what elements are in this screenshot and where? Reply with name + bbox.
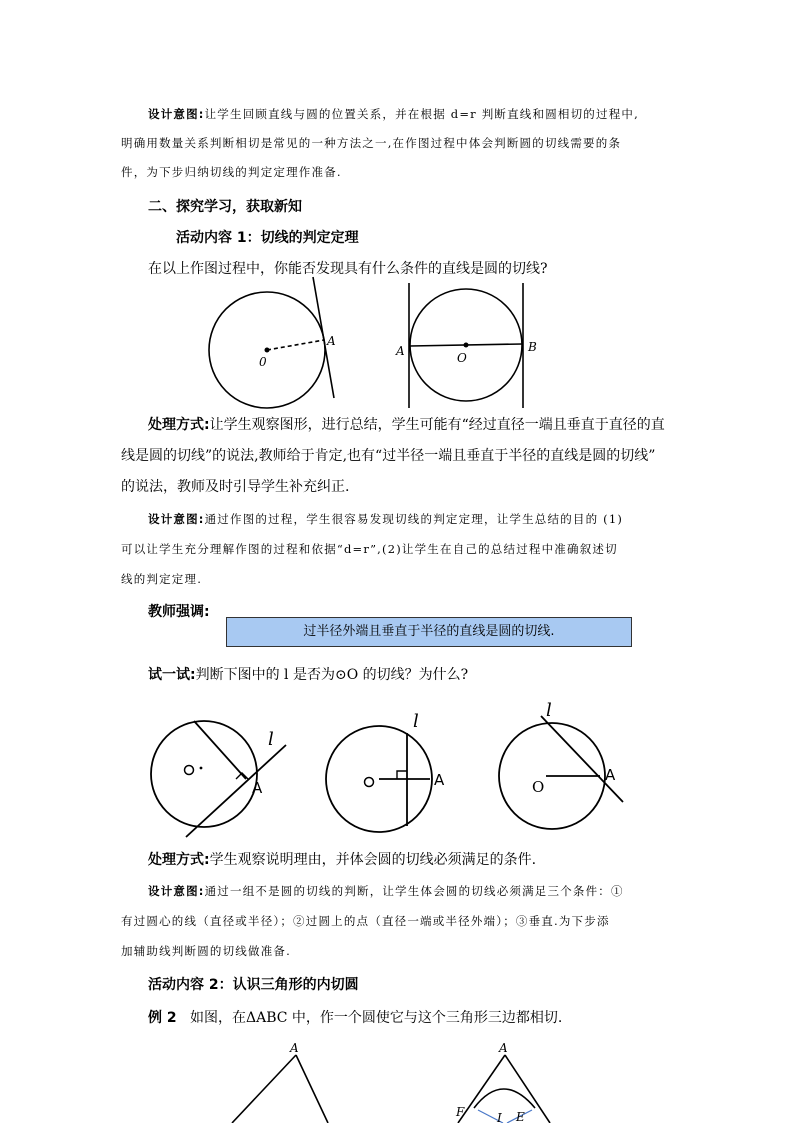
design2-line3: 线的判定定理.: [121, 572, 203, 586]
method1-line3: 的说法，教师及时引导学生补充纠正.: [121, 479, 350, 495]
figure2-c-l-label: l: [546, 700, 552, 721]
figure3-right-e-label: E: [516, 1110, 525, 1123]
figure2-a: [151, 721, 286, 837]
design3-label: 设计意图:: [148, 884, 205, 898]
figure1-left-center-label: 0: [259, 355, 267, 369]
figure3-right-incircle: [474, 1089, 535, 1108]
example2-label: 例 2: [148, 1010, 177, 1026]
figure3-left-side-ac: [296, 1055, 328, 1123]
design3-line2: 有过圆心的线（直径或半径）；②过圆上的点（直径一端或半径外端）；③垂直.为下步添: [121, 914, 610, 928]
figure2-c-o-label: O: [532, 778, 545, 796]
method1-text-1: 让学生观察图形，进行总结，学生可能有“经过直径一端且垂直于直径的直: [209, 417, 665, 433]
figure1-left: [209, 277, 334, 408]
design1-text-1: 让学生回顾直线与圆的位置关系，并在根据 d=r 判断直线和圆相切的过程中,: [204, 107, 639, 121]
figure2-a-center-dot: [200, 767, 203, 770]
design2-label: 设计意图:: [148, 512, 205, 526]
figure2-a-l-label: l: [268, 729, 274, 750]
design1-line3: 件，为下步归纳切线的判定定理作准备.: [121, 165, 342, 179]
figure1-right-o-label: O: [457, 351, 467, 365]
design3-line3: 加辅助线判断圆的切线做准备.: [121, 944, 291, 958]
figure3-left: [232, 1055, 328, 1123]
teacher-label: 教师强调:: [148, 604, 210, 620]
figure3-right: [458, 1055, 550, 1123]
figure1-left-center: [265, 348, 270, 353]
figure3-right-a-label: A: [499, 1041, 508, 1055]
method2-label: 处理方式:: [148, 852, 210, 868]
figure2-c-line: [541, 716, 623, 802]
design2-line2: 可以让学生充分理解作图的过程和依据“d=r”,(2)让学生在自己的总结过程中准确叙述切: [121, 542, 618, 556]
figure2-a-right-angle: [236, 773, 249, 780]
try-label: 试一试:: [148, 667, 196, 683]
figure2-a-a-label: A: [252, 779, 263, 797]
try-text: 判断下图中的 l 是否为⊙O 的切线？为什么?: [195, 667, 469, 683]
emphasis-box: 过半径外端且垂直于半径的直线是圆的切线.: [226, 617, 632, 647]
figure1-right-a-label: A: [396, 344, 405, 358]
figure1-right-b-label: B: [528, 340, 537, 354]
design3-text-1: 通过一组不是圆的切线的判断，让学生体会圆的切线必须满足三个条件：①: [204, 884, 624, 898]
activity1-question: 在以上作图过程中，你能否发现具有什么条件的直线是圆的切线?: [148, 261, 548, 277]
figure2-a-center-mark: [185, 766, 194, 775]
figure3-right-f-label: F: [456, 1105, 465, 1119]
figure3-left-a-label: A: [290, 1041, 299, 1055]
activity2-title: 活动内容 2：认识三角形的内切圆: [148, 977, 359, 993]
figure2-b-right-angle: [397, 771, 407, 779]
figure2-a-segment: [194, 721, 246, 779]
figure2-b-l-label: l: [413, 711, 419, 732]
section-title: 二、探究学习，获取新知: [148, 199, 302, 215]
figure2-b-center-mark: [365, 778, 374, 787]
figure3-left-side-ab: [232, 1055, 296, 1123]
figure2-a-line: [186, 745, 286, 837]
figure1-right-center: [464, 343, 469, 348]
figure1-left-point-label: A: [327, 334, 336, 348]
activity1-title: 活动内容 1：切线的判定定理: [176, 230, 359, 246]
figure2-b: [326, 726, 432, 832]
design1-label: 设计意图:: [148, 107, 205, 121]
figure2-c-a-label: A: [605, 766, 616, 784]
example2-text: 如图，在ΔABC 中，作一个圆使它与这个三角形三边都相切.: [189, 1010, 563, 1026]
design1-line2: 明确用数量关系判断相切是常见的一种方法之一,在作图过程中体会判断圆的切线需要的条: [121, 136, 622, 150]
figure3-right-i-label: I: [497, 1111, 502, 1123]
figure1-left-radius: [267, 340, 324, 350]
method1-line2: 线是圆的切线”的说法,教师给于肯定,也有“过半径一端且垂直于半径的直线是圆的切线”: [121, 448, 656, 464]
figure2-b-a-label: A: [434, 771, 445, 789]
method1-label: 处理方式:: [148, 417, 210, 433]
design2-text-1: 通过作图的过程，学生很容易发现切线的判定定理，让学生总结的目的 (1): [204, 512, 624, 526]
method2-text: 学生观察说明理由，并体会圆的切线必须满足的条件.: [209, 852, 537, 868]
